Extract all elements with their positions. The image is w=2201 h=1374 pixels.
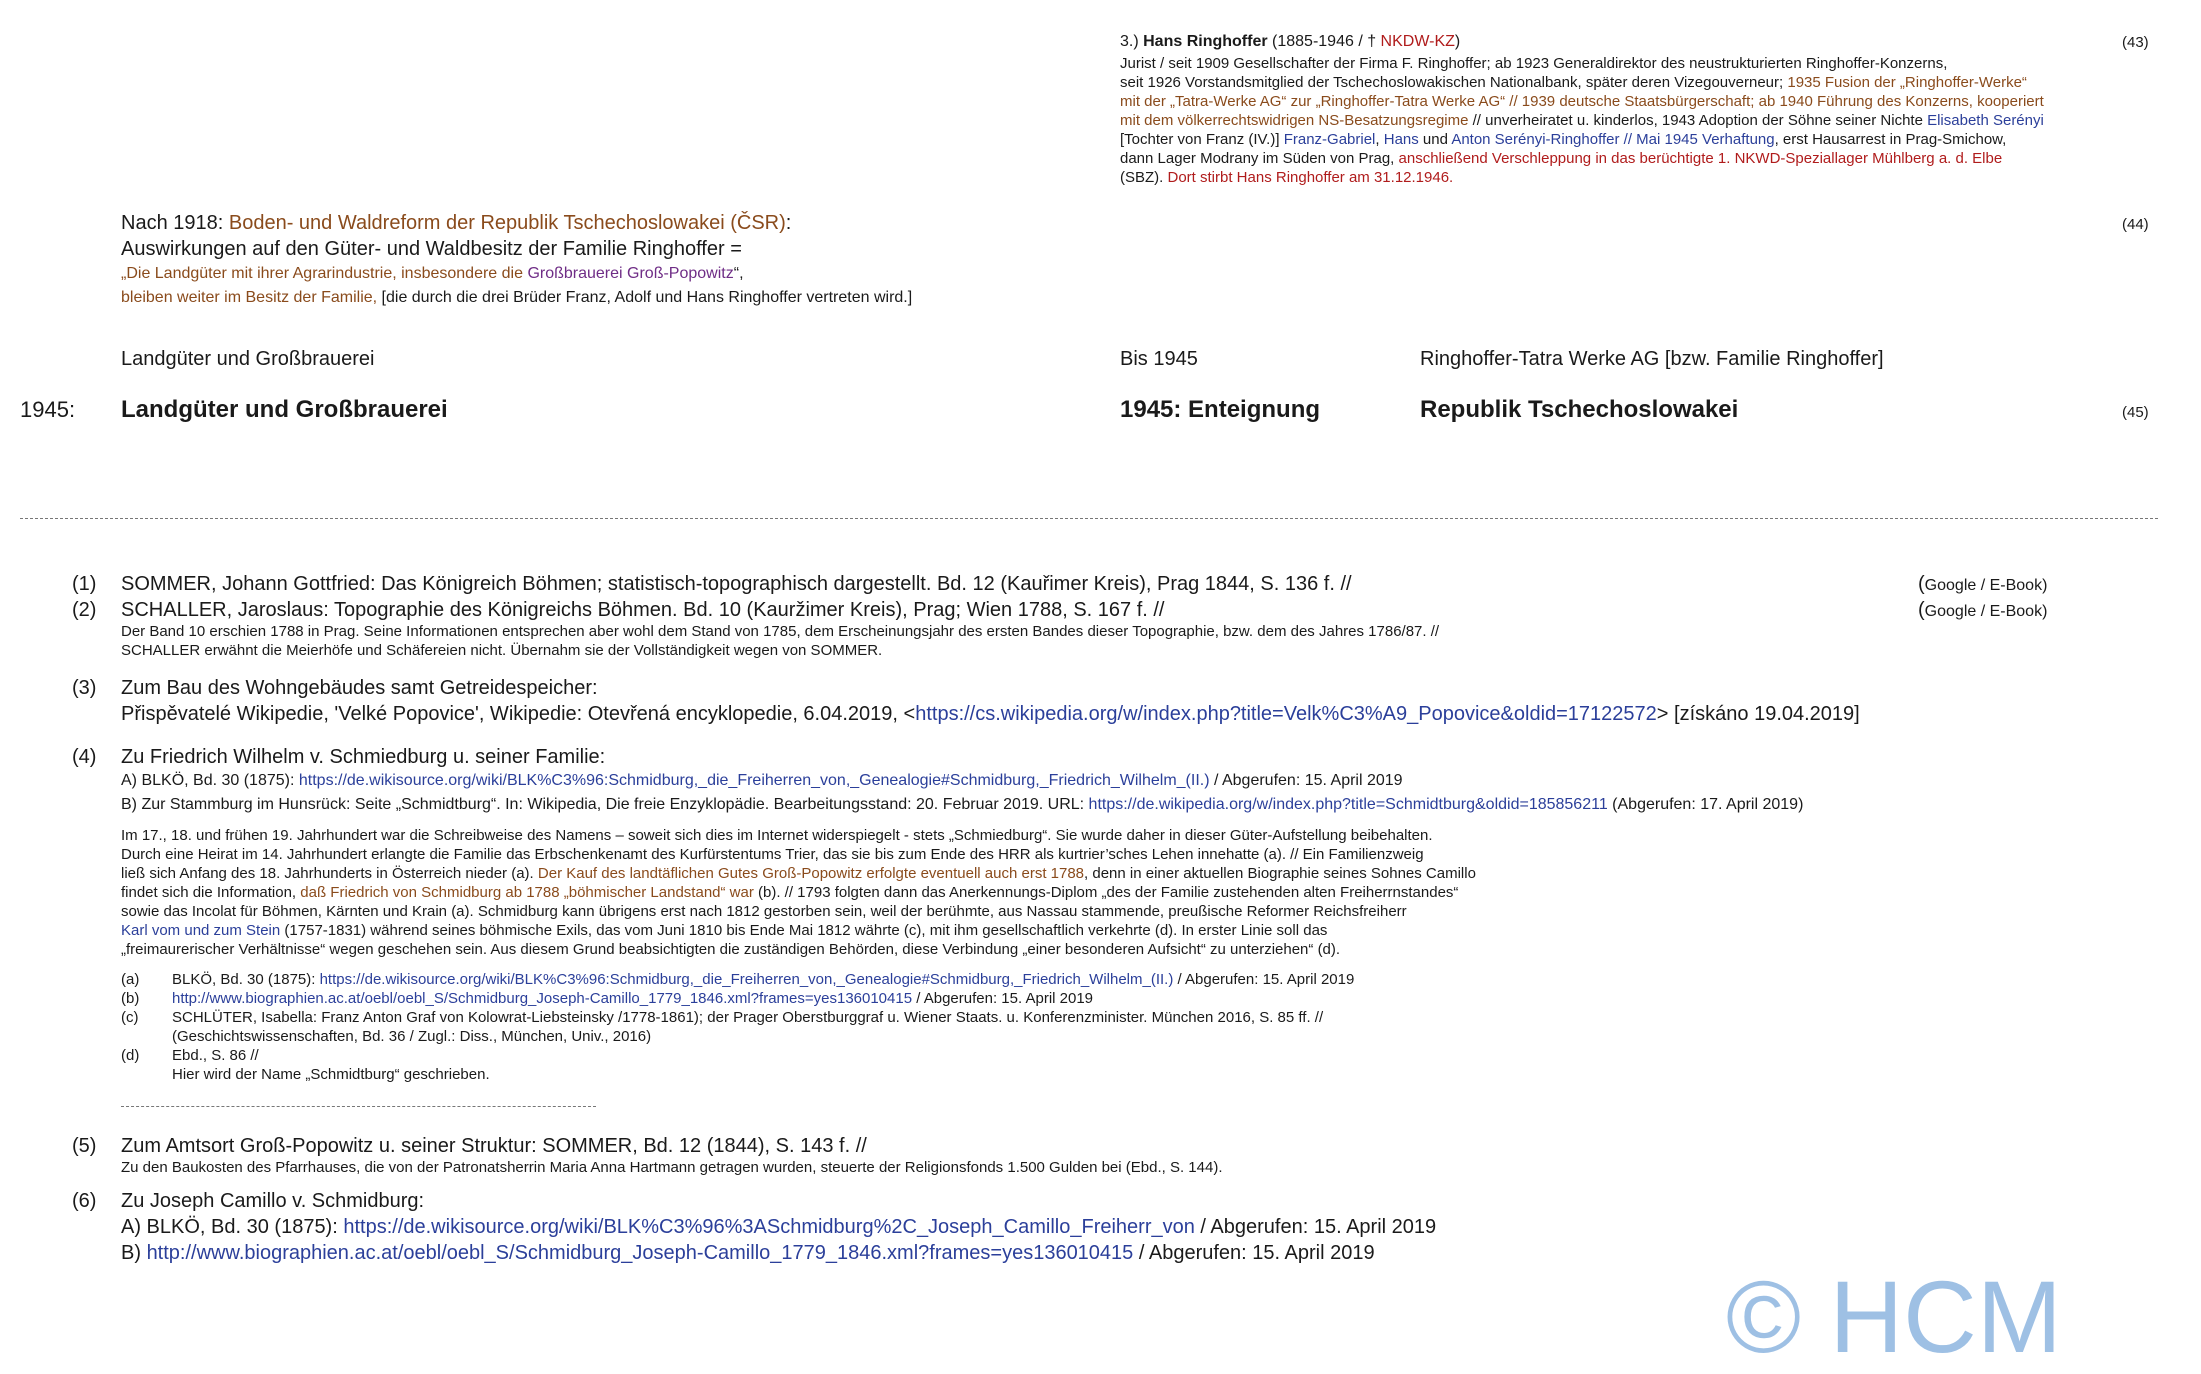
reform-quote: bleiben weiter im Besitz der Familie, [die durch die drei Brüder Franz, Adolf und Hans Ringhoffer vertreten wird.] bbox=[121, 289, 913, 306]
wikisource-link[interactable]: https://de.wikisource.org/wiki/BLK%C3%96:Schmidburg,_die_Freiherren_von,_Genealogie#Schmidburg,_Friedrich_Wilhelm_(II.) bbox=[319, 971, 1174, 988]
note-number: (1) bbox=[72, 573, 97, 595]
bio-line: mit dem völkerrechtswidrigen NS-Besatzungsregime // unverheiratet u. kinderlos, 1943 Adoption der Söhne seiner Nichte Elisabeth Serényi bbox=[1120, 112, 2044, 129]
biographien-link[interactable]: http://www.biographien.ac.at/oebl/oebl_S/Schmidburg_Joseph-Camillo_1779_1846.xml?frames=yes136010415 bbox=[146, 1242, 1134, 1264]
note-paragraph: Karl vom und zum Stein (1757-1831) während seines böhmische Exils, das vom Juni 1810 bis Ende Mai 1812 währte (c), mit ihm gesellschaftlich verkehrte (d). In erster Linie soll das bbox=[121, 922, 1328, 939]
biographien-link[interactable]: http://www.biographien.ac.at/oebl/oebl_S/Schmidburg_Joseph-Camillo_1779_1846.xml?frames=yes136010415 bbox=[172, 990, 913, 1007]
row-object: Landgüter und Großbrauerei bbox=[121, 348, 375, 370]
row-period: Bis 1945 bbox=[1120, 348, 1198, 370]
subnote-key: (b) bbox=[121, 990, 140, 1007]
bio-line: dann Lager Modrany im Süden von Prag, anschließend Verschleppung in das berüchtigte 1. NKWD-Speziallager Mühlberg a. d. Elbe bbox=[1120, 150, 2003, 167]
reform-line: Auswirkungen auf den Güter- und Waldbesitz der Familie Ringhoffer = bbox=[121, 238, 742, 260]
row-period: 1945: Enteignung bbox=[1120, 396, 1321, 423]
row-owner: Republik Tschechoslowakei bbox=[1420, 396, 1739, 423]
note-number: (5) bbox=[72, 1135, 97, 1157]
note-source-line: A) BLKÖ, Bd. 30 (1875): https://de.wikisource.org/wiki/BLK%C3%96:Schmidburg,_die_Freiherren_von,_Genealogie#Schmidburg,_Friedrich_Wilhelm_(II.) / Abgerufen: 15. April 2019 bbox=[121, 772, 1403, 789]
note-number: (3) bbox=[72, 677, 97, 699]
note-source-line: B) http://www.biographien.ac.at/oebl/oebl_S/Schmidburg_Joseph-Camillo_1779_1846.xml?frames=yes136010415 / Abgerufen: 15. April 2019 bbox=[121, 1242, 1375, 1264]
note-number: (2) bbox=[72, 599, 97, 621]
note-text: Zu Friedrich Wilhelm v. Schmiedburg u. seiner Familie: bbox=[121, 746, 606, 768]
note-text: Přispěvatelé Wikipedie, 'Velké Popovice', Wikipedie: Otevřená encyklopedie, 6.04.2019, <https://cs.wikipedia.org/w/index.php?title=Velk%C3%A9_Popovice&oldid=17122572> [získáno 19.04.2019] bbox=[121, 703, 1860, 725]
note-divider bbox=[121, 1106, 596, 1107]
note-source: (Google / E-Book) bbox=[1918, 573, 2048, 595]
note-text: Zu Joseph Camillo v. Schmidburg: bbox=[121, 1190, 425, 1212]
note-detail: SCHALLER erwähnt die Meierhöfe und Schäfereien nicht. Übernahm sie der Vollständigkeit wegen von SOMMER. bbox=[121, 642, 883, 659]
subnote-text: SCHLÜTER, Isabella: Franz Anton Graf von Kolowrat-Liebsteinsky /1778-1861); der Prager Oberstburggraf u. Wiener Staats. u. Konferenzminister. München 2016, S. 85 ff. // bbox=[172, 1009, 1324, 1026]
note-detail: Zu den Baukosten des Pfarrhauses, die von der Patronatsherrin Maria Anna Hartmann getragen wurden, steuerte der Religionsfonds 1.500 Gulden bei (Ebd., S. 144). bbox=[121, 1159, 1223, 1176]
note-paragraph: sowie das Incolat für Böhmen, Kärnten und Krain (a). Schmidburg kann übrigens erst nach 1812 gestorben sein, weil der berühmte, aus Nassau stammende, preußische Reformer Reichsfreiherr bbox=[121, 903, 1407, 920]
row-year: 1945: bbox=[20, 397, 76, 422]
person-heading: 3.) Hans Ringhoffer (1885-1946 / † NKDW-KZ) bbox=[1120, 33, 1461, 50]
ref-45: (45) bbox=[2122, 404, 2149, 421]
note-number: (4) bbox=[72, 746, 97, 768]
row-object: Landgüter und Großbrauerei bbox=[121, 396, 448, 423]
wikipedia-cs-link[interactable]: https://cs.wikipedia.org/w/index.php?title=Velk%C3%A9_Popovice&oldid=17122572 bbox=[915, 703, 1657, 725]
section-divider bbox=[20, 518, 2158, 519]
subnote-text: http://www.biographien.ac.at/oebl/oebl_S/Schmidburg_Joseph-Camillo_1779_1846.xml?frames=yes136010415 / Abgerufen: 15. April 2019 bbox=[172, 990, 1094, 1007]
note-source-line: B) Zur Stammburg im Hunsrück: Seite „Schmidtburg“. In: Wikipedia, Die freie Enzyklopädie. Bearbeitungsstand: 20. Februar 2019. URL: https://de.wikipedia.org/w/index.php?title=Schmidtburg&oldid=185856211 (Abgerufen: 17. April 2019) bbox=[121, 796, 1804, 813]
note-paragraph: findet sich die Information, daß Friedrich von Schmidburg ab 1788 „böhmischer Landstand“ war (b). // 1793 folgten dann das Anerkennungs-Diplom „des der Familie zustehenden alten Freiherrnstandes“ bbox=[121, 884, 1459, 901]
wikisource-link[interactable]: https://de.wikisource.org/wiki/BLK%C3%96%3ASchmidburg%2C_Joseph_Camillo_Freiherr_von bbox=[343, 1216, 1195, 1238]
note-text: SCHALLER, Jaroslaus: Topographie des Königreichs Böhmen. Bd. 10 (Kauržimer Kreis), Prag; Wien 1788, S. 167 f. // bbox=[121, 599, 1165, 621]
ref-43: (43) bbox=[2122, 34, 2149, 51]
bio-line: seit 1926 Vorstandsmitglied der Tschechoslowakischen Nationalbank, später deren Vizegouverneur; 1935 Fusion der „Ringhoffer-Werke“ bbox=[1120, 74, 2027, 91]
reform-heading: Nach 1918: Boden- und Waldreform der Republik Tschechoslowakei (ČSR): bbox=[121, 212, 792, 234]
reform-quote: „Die Landgüter mit ihrer Agrarindustrie, insbesondere die Großbrauerei Groß-Popowitz“, bbox=[121, 265, 744, 282]
note-paragraph: Durch eine Heirat im 14. Jahrhundert erlangte die Familie das Erbschenkenamt des Kurfürstentums Trier, das sie bis zum Ende des HRR als kurtrier’sches Lehen innehatte (a). // Ein Familienzweig bbox=[121, 846, 1424, 863]
wikisource-link[interactable]: https://de.wikisource.org/wiki/BLK%C3%96:Schmidburg,_die_Freiherren_von,_Genealogie#Schmidburg,_Friedrich_Wilhelm_(II.) bbox=[298, 772, 1210, 789]
note-detail: Der Band 10 erschien 1788 in Prag. Seine Informationen entsprechen aber wohl dem Stand von 1785, dem Erscheinungsjahr des ersten Bandes dieser Topographie, bzw. dem des Jahres 1786/87. // bbox=[121, 623, 1440, 640]
bio-line: (SBZ). Dort stirbt Hans Ringhoffer am 31.12.1946. bbox=[1120, 169, 1454, 186]
note-number: (6) bbox=[72, 1190, 97, 1212]
subnote-key: (d) bbox=[121, 1047, 140, 1064]
note-paragraph: „freimaurerischer Verhältnisse“ wegen geschehen sein. Aus diesem Grund beabsichtigten die zuständigen Behörden, diese Verbindung „einer besonderen Aufsicht“ zu unterziehen“ (d). bbox=[121, 941, 1341, 958]
note-text: Zum Amtsort Groß-Popowitz u. seiner Struktur: SOMMER, Bd. 12 (1844), S. 143 f. // bbox=[121, 1135, 867, 1157]
subnote-text: Hier wird der Name „Schmidtburg“ geschrieben. bbox=[172, 1066, 490, 1083]
bio-line: [Tochter von Franz (IV.)] Franz-Gabriel, Hans und Anton Serényi-Ringhoffer // Mai 1945 Verhaftung, erst Hausarrest in Prag-Smichow, bbox=[1120, 131, 2007, 148]
copyright-watermark: © HCM bbox=[1726, 1260, 2062, 1374]
subnote-text: BLKÖ, Bd. 30 (1875): https://de.wikisource.org/wiki/BLK%C3%96:Schmidburg,_die_Freiherren_von,_Genealogie#Schmidburg,_Friedrich_Wilhelm_(II.) / Abgerufen: 15. April 2019 bbox=[172, 971, 1355, 988]
bio-line: Jurist / seit 1909 Gesellschafter der Firma F. Ringhoffer; ab 1923 Generaldirektor des neustrukturierten Ringhoffer-Konzerns, bbox=[1120, 55, 1948, 72]
note-source: (Google / E-Book) bbox=[1918, 599, 2048, 621]
wikipedia-de-link[interactable]: https://de.wikipedia.org/w/index.php?title=Schmidtburg&oldid=185856211 bbox=[1088, 796, 1608, 813]
subnote-key: (a) bbox=[121, 971, 140, 988]
note-paragraph: Im 17., 18. und frühen 19. Jahrhundert war die Schreibweise des Namens – soweit sich dies im Internet widerspiegelt - stets „Schmiedburg“. Sie wurde daher in dieser Güter-Aufstellung beibehalten. bbox=[121, 827, 1433, 844]
subnote-text: (Geschichtswissenschaften, Bd. 36 / Zugl.: Diss., München, Univ., 2016) bbox=[172, 1028, 652, 1045]
subnote-key: (c) bbox=[121, 1009, 139, 1026]
row-owner: Ringhoffer-Tatra Werke AG [bzw. Familie Ringhoffer] bbox=[1420, 348, 1884, 370]
note-text: SOMMER, Johann Gottfried: Das Königreich Böhmen; statistisch-topographisch dargestellt. Bd. 12 (Kauřimer Kreis), Prag 1844, S. 136 f. // bbox=[121, 573, 1352, 595]
ref-44: (44) bbox=[2122, 216, 2149, 233]
note-paragraph: ließ sich Anfang des 18. Jahrhunderts in Österreich nieder (a). Der Kauf des landtäflichen Gutes Groß-Popowitz erfolgte eventuell auch erst 1788, denn in einer aktuellen Biographie seines Sohnes Camillo bbox=[121, 865, 1476, 882]
note-text: Zum Bau des Wohngebäudes samt Getreidespeicher: bbox=[121, 677, 598, 699]
note-source-line: A) BLKÖ, Bd. 30 (1875): https://de.wikisource.org/wiki/BLK%C3%96%3ASchmidburg%2C_Joseph_Camillo_Freiherr_von / Abgerufen: 15. April 2019 bbox=[121, 1216, 1437, 1238]
subnote-text: Ebd., S. 86 // bbox=[172, 1047, 259, 1064]
bio-line: mit der „Tatra-Werke AG“ zur „Ringhoffer-Tatra Werke AG“ // 1939 deutsche Staatsbürgerschaft; ab 1940 Führung des Konzerns, kooperiert bbox=[1120, 93, 2044, 110]
